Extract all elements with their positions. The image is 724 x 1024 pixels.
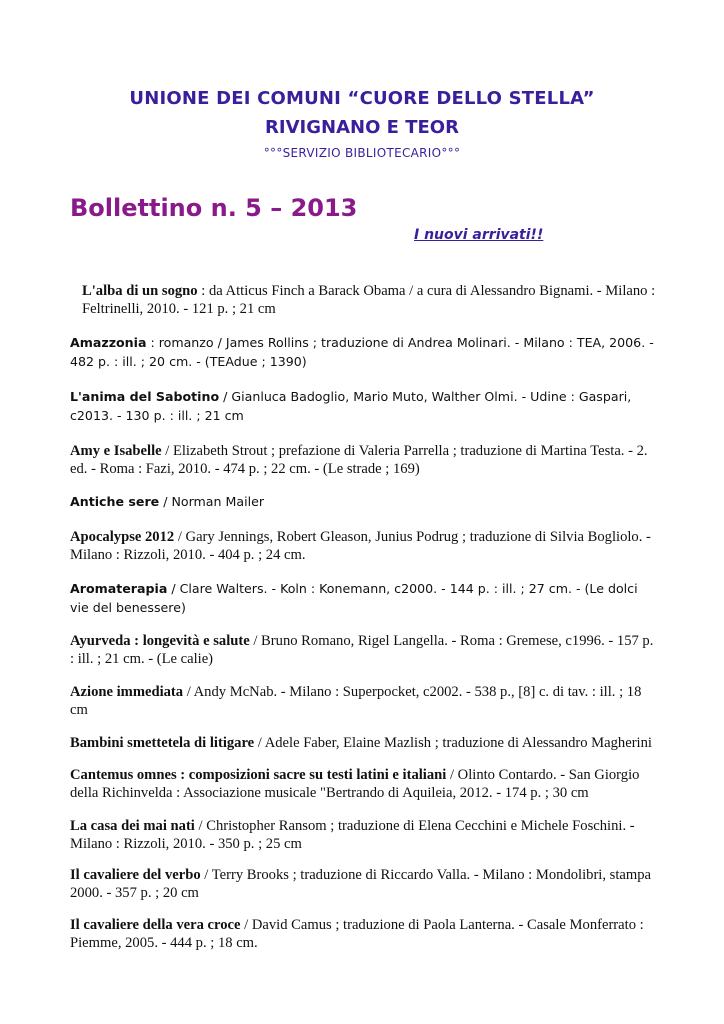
catalog-entry — [70, 387, 660, 425]
entry-title: Antiche sere — [70, 494, 160, 509]
entry-details: / Bruno Romano, Rigel Langella. - Roma : Gremese, c1996. - 157 p. : ill. ; 21 cm. - (Le calie) — [70, 633, 654, 667]
entry-title: Ayurveda : longevità e salute — [70, 633, 250, 649]
entry-title: Cantemus omnes : composizioni sacre su testi latini e italiani — [70, 767, 447, 783]
entry-title: Amazzonia — [70, 335, 147, 350]
entry-details: / Andy McNab. - Milano : Superpocket, c2002. - 538 p., [8] c. di tav. : ill. ; 18 cm — [70, 684, 642, 718]
catalog-entry — [70, 866, 660, 902]
bulletin-title: Bollettino n. 5 – 2013 — [70, 194, 358, 222]
entry-details: / Norman Mailer — [159, 494, 265, 509]
header-municipalities: RIVIGNANO E TEOR — [265, 117, 459, 138]
entry-title: Il cavaliere della vera croce — [70, 917, 241, 933]
entry-details: / Adele Faber, Elaine Mazlish ; traduzione di Alessandro Magherini — [254, 735, 652, 751]
entry-details: / David Camus ; traduzione di Paola Lanterna. - Casale Monferrato : Piemme, 2005. - 444 p. ; 18 cm. — [70, 917, 644, 951]
entry-details: / Clare Walters. - Koln : Konemann, c2000. - 144 p. : ill. ; 27 cm. - (Le dolci vie del benessere) — [70, 581, 638, 615]
entry-title: Il cavaliere del verbo — [70, 867, 201, 883]
entry-title: Apocalypse 2012 — [70, 529, 175, 545]
catalog-entry — [70, 916, 660, 952]
catalog-entry — [70, 333, 660, 371]
catalog-entry — [70, 442, 660, 478]
catalog-entry — [70, 734, 670, 752]
entry-details: / Olinto Contardo. - San Giorgio della Richinvelda : Associazione musicale "Bertrando di Aquileia, 2012. - 174 p. ; 30 cm — [70, 767, 640, 801]
catalog-entry — [70, 492, 660, 511]
catalog-entry — [70, 579, 660, 617]
entry-details: / Elizabeth Strout ; prefazione di Valeria Parrella ; traduzione di Martina Testa. - 2. ed. - Roma : Fazi, 2010. - 474 p. ; 22 cm. - (Le strade ; 169) — [70, 443, 648, 477]
catalog-entry — [82, 282, 660, 318]
entry-title: Amy e Isabelle — [70, 443, 162, 459]
entry-details: / Gary Jennings, Robert Gleason, Junius Podrug ; traduzione di Silvia Bogliolo. - Milano : Rizzoli, 2010. - 404 p. ; 24 cm. — [70, 529, 651, 563]
catalog-entry — [70, 683, 660, 719]
entry-details: / Terry Brooks ; traduzione di Riccardo Valla. - Milano : Mondolibri, stampa 2000. - 357 p. ; 20 cm — [70, 867, 651, 901]
entry-title: L'alba di un sogno — [82, 283, 198, 299]
entry-details: / Christopher Ransom ; traduzione di Elena Cecchini e Michele Foschini. - Milano : Rizzoli, 2010. - 350 p. ; 25 cm — [70, 818, 635, 852]
catalog-entry — [70, 766, 660, 802]
subtitle-new-arrivals: I nuovi arrivati!! — [414, 227, 544, 243]
header-union-name: UNIONE DEI COMUNI “CUORE DELLO STELLA” — [129, 88, 595, 109]
catalog-entry — [70, 632, 660, 668]
entry-title: Aromaterapia — [70, 581, 168, 596]
entry-title: La casa dei mai nati — [70, 818, 195, 834]
header-service: °°°SERVIZIO BIBLIOTECARIO°°° — [263, 146, 461, 160]
entry-title: Bambini smettetela di litigare — [70, 735, 255, 751]
entry-details: / Gianluca Badoglio, Mario Muto, Walther Olmi. - Udine : Gaspari, c2013. - 130 p. : ill. ; 21 cm — [70, 389, 632, 423]
catalog-entry — [70, 817, 660, 853]
entry-title: Azione immediata — [70, 684, 184, 700]
entry-title: L'anima del Sabotino — [70, 389, 220, 404]
entry-details: : romanzo / James Rollins ; traduzione di Andrea Molinari. - Milano : TEA, 2006. - 482 p. : ill. ; 20 cm. - (TEAdue ; 1390) — [70, 335, 654, 369]
catalog-entry — [70, 528, 660, 564]
entry-details: : da Atticus Finch a Barack Obama / a cura di Alessandro Bignami. - Milano : Feltrinelli, 2010. - 121 p. ; 21 cm — [82, 283, 656, 317]
